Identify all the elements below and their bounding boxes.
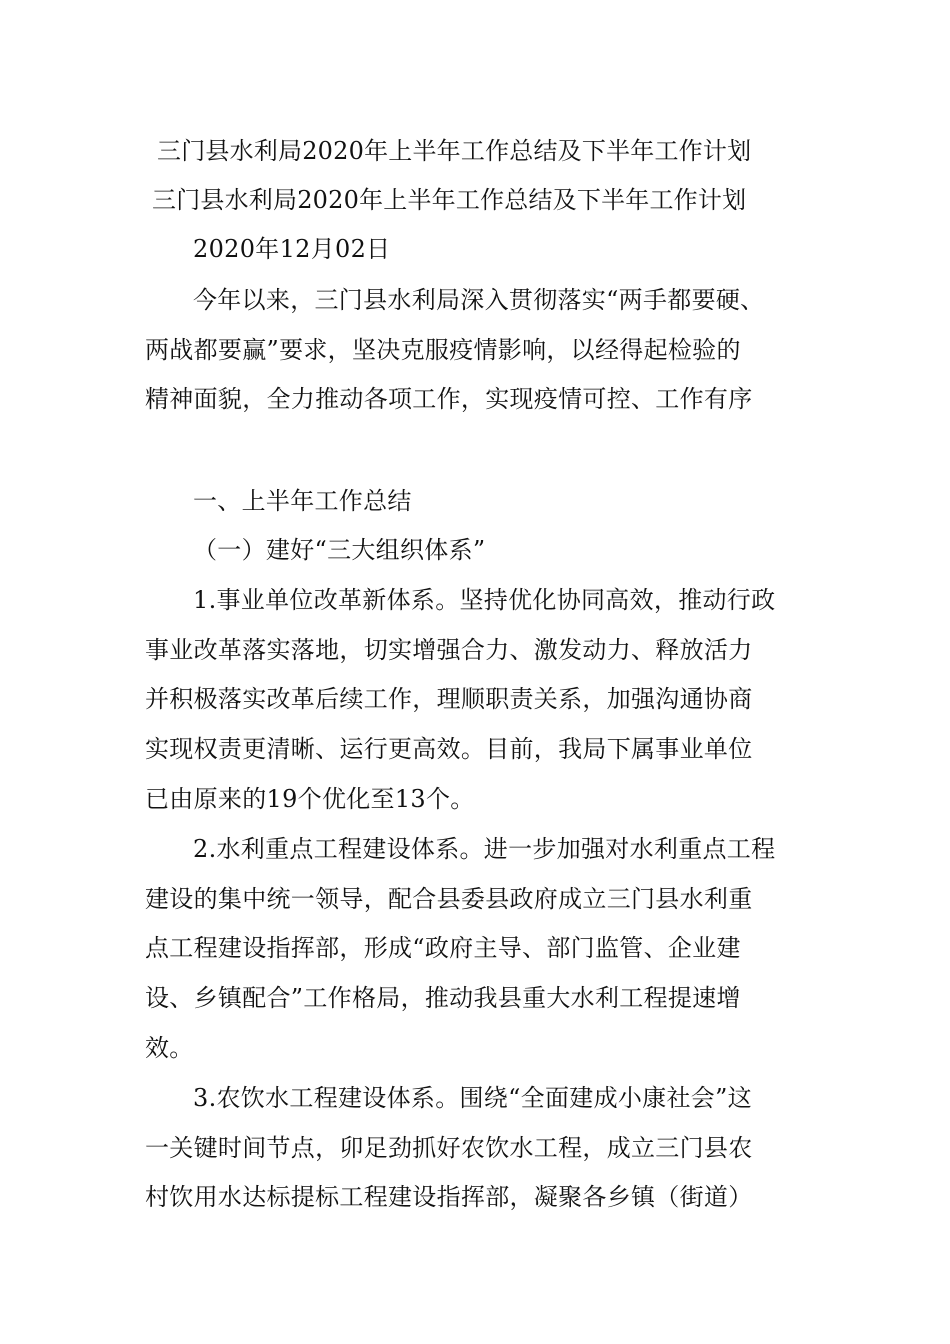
item2-line-1: 2.水利重点工程建设体系。进一步加强对水利重点工程 [193, 835, 776, 863]
item3-line-2: 一关键时间节点，卯足劲抓好农饮水工程，成立三门县农 [145, 1134, 753, 1162]
item2-line-2: 建设的集中统一领导，配合县委县政府成立三门县水利重 [145, 885, 753, 913]
document-subtitle: 三门县水利局2020年上半年工作总结及下半年工作计划 [152, 186, 747, 214]
item1-line-5: 已由原来的19个优化至13个。 [145, 785, 475, 813]
item1-line-2: 事业改革落实落地，切实增强合力、激发动力、释放活力 [145, 636, 753, 664]
item1-line-4: 实现权责更清晰、运行更高效。目前，我局下属事业单位 [145, 735, 753, 763]
item1-line-1: 1.事业单位改革新体系。坚持优化协同高效，推动行政 [193, 586, 776, 614]
intro-line-2: 两战都要赢”要求，坚决克服疫情影响，以经得起检验的 [145, 336, 741, 364]
document-date: 2020年12月02日 [193, 235, 391, 263]
document-title: 三门县水利局2020年上半年工作总结及下半年工作计划 [157, 137, 752, 165]
item1-line-3: 并积极落实改革后续工作，理顺职责关系，加强沟通协商 [145, 685, 753, 713]
item2-line-5: 效。 [145, 1034, 194, 1062]
item2-line-4: 设、乡镇配合”工作格局，推动我县重大水利工程提速增 [145, 984, 741, 1012]
item2-line-3: 点工程建设指挥部，形成“政府主导、部门监管、企业建 [145, 934, 741, 962]
item3-line-3: 村饮用水达标提标工程建设指挥部，凝聚各乡镇（街道） [145, 1183, 753, 1211]
section1-heading: 一、上半年工作总结 [193, 487, 412, 515]
subsection1-heading: （一）建好“三大组织体系” [193, 536, 486, 564]
item3-line-1: 3.农饮水工程建设体系。围绕“全面建成小康社会”这 [193, 1084, 752, 1112]
intro-line-3: 精神面貌，全力推动各项工作，实现疫情可控、工作有序 [145, 385, 753, 413]
intro-line-1: 今年以来，三门县水利局深入贯彻落实“两手都要硬、 [193, 286, 765, 314]
